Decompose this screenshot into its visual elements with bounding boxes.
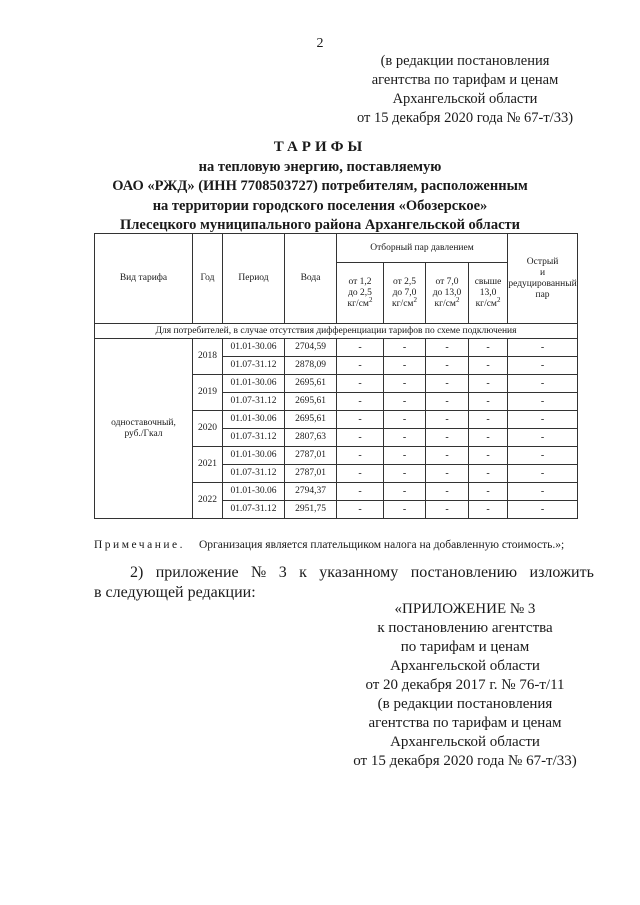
steam-unit bbox=[337, 295, 383, 310]
period-cell: 01.01-30.06 bbox=[223, 483, 285, 501]
title-line: ОАО «РЖД» (ИНН 7708503727) потребителям, расположенным bbox=[112, 178, 528, 194]
header-water: Вода bbox=[285, 234, 337, 324]
unit-sup: 2 bbox=[496, 295, 501, 304]
empty-value-cell: - bbox=[508, 429, 578, 447]
footnote bbox=[94, 539, 564, 551]
paragraph-word: 3 bbox=[278, 564, 287, 581]
period-cell: 01.01-30.06 bbox=[223, 447, 285, 465]
appendix-line: от 20 декабря 2017 г. № 76-т/11 bbox=[365, 677, 565, 693]
empty-value-cell: - bbox=[337, 483, 384, 501]
empty-value-cell: - bbox=[469, 465, 508, 483]
header-steam-group: Отборный пар давлением bbox=[337, 234, 508, 263]
header-steam-col bbox=[337, 263, 384, 324]
unit-text: кг/см bbox=[392, 298, 414, 309]
empty-value-cell: - bbox=[337, 411, 384, 429]
redaction-line: Архангельской области bbox=[392, 91, 538, 107]
period-cell: 01.07-31.12 bbox=[223, 501, 285, 519]
paragraph-word: постановлению bbox=[410, 564, 518, 581]
period-cell: 01.01-30.06 bbox=[223, 375, 285, 393]
header-sharp-line: редуцированный bbox=[508, 278, 577, 289]
appendix-line: по тарифам и ценам bbox=[400, 639, 530, 655]
empty-value-cell: - bbox=[384, 375, 426, 393]
tariff-label-line: руб./Гкал bbox=[124, 428, 163, 439]
consumer-note: Для потребителей, в случае отсутствия дифференциации тарифов по схеме подключения bbox=[95, 324, 578, 339]
empty-value-cell: - bbox=[426, 429, 469, 447]
unit-text: кг/см bbox=[347, 298, 369, 309]
empty-value-cell: - bbox=[384, 357, 426, 375]
empty-value-cell: - bbox=[384, 483, 426, 501]
empty-value-cell: - bbox=[469, 357, 508, 375]
appendix-line: Архангельской области bbox=[390, 658, 540, 674]
empty-value-cell: - bbox=[384, 411, 426, 429]
header-period: Период bbox=[223, 234, 285, 324]
empty-value-cell: - bbox=[508, 501, 578, 519]
empty-value-cell: - bbox=[469, 501, 508, 519]
period-cell: 01.07-31.12 bbox=[223, 429, 285, 447]
page-number: 2 bbox=[316, 36, 324, 51]
water-value-cell: 2794,37 bbox=[285, 483, 337, 501]
period-cell: 01.07-31.12 bbox=[223, 465, 285, 483]
steam-unit bbox=[469, 295, 507, 310]
water-value-cell: 2951,75 bbox=[285, 501, 337, 519]
empty-value-cell: - bbox=[469, 429, 508, 447]
empty-value-cell: - bbox=[426, 339, 469, 357]
unit-sup: 2 bbox=[455, 295, 460, 304]
water-value-cell: 2695,61 bbox=[285, 393, 337, 411]
steam-unit bbox=[426, 295, 468, 310]
title-line: на тепловую энергию, поставляемую bbox=[198, 158, 442, 175]
header-sharp-line: и bbox=[539, 267, 546, 278]
header-sharp-line: Острый bbox=[526, 256, 559, 267]
paragraph-word: изложить bbox=[529, 564, 594, 581]
table-row bbox=[95, 339, 578, 357]
header-steam-col bbox=[426, 263, 469, 324]
paragraph-word: указанному bbox=[319, 564, 399, 581]
paragraph-line-2: в следующей редакции: bbox=[94, 584, 256, 601]
empty-value-cell: - bbox=[508, 375, 578, 393]
empty-value-cell: - bbox=[426, 411, 469, 429]
footnote-text: Организация является плательщиком налога на добавленную стоимость.»; bbox=[198, 539, 565, 551]
period-cell: 01.01-30.06 bbox=[223, 339, 285, 357]
redaction-line: от 15 декабря 2020 года № 67-т/33) bbox=[356, 110, 574, 126]
empty-value-cell: - bbox=[384, 429, 426, 447]
empty-value-cell: - bbox=[469, 339, 508, 357]
steam-line: до 2,5 bbox=[348, 287, 372, 298]
empty-value-cell: - bbox=[469, 393, 508, 411]
paragraph-word: 2) bbox=[130, 564, 144, 581]
redaction-note-top bbox=[300, 52, 630, 128]
empty-value-cell: - bbox=[426, 357, 469, 375]
appendix-line: «ПРИЛОЖЕНИЕ № 3 bbox=[394, 601, 536, 617]
steam-unit bbox=[384, 295, 425, 310]
steam-line: до 13,0 bbox=[432, 287, 462, 298]
empty-value-cell: - bbox=[469, 483, 508, 501]
steam-line: до 7,0 bbox=[392, 287, 417, 298]
tariff-table bbox=[94, 233, 578, 519]
paragraph-word: № bbox=[251, 564, 267, 581]
period-cell: 01.07-31.12 bbox=[223, 357, 285, 375]
unit-sup: 2 bbox=[413, 295, 417, 304]
empty-value-cell: - bbox=[426, 393, 469, 411]
year-cell: 2018 bbox=[193, 339, 223, 375]
empty-value-cell: - bbox=[508, 483, 578, 501]
water-value-cell: 2807,63 bbox=[285, 429, 337, 447]
steam-line: от 7,0 bbox=[435, 276, 459, 287]
empty-value-cell: - bbox=[337, 465, 384, 483]
year-cell: 2022 bbox=[193, 483, 223, 519]
header-sharp-steam bbox=[508, 234, 578, 324]
empty-value-cell: - bbox=[508, 411, 578, 429]
steam-line: от 2,5 bbox=[392, 276, 417, 287]
footnote-label: Примечание. bbox=[94, 539, 185, 551]
steam-line: свыше bbox=[474, 276, 502, 287]
paragraph-line-1 bbox=[94, 563, 594, 583]
appendix-line: Архангельской области bbox=[390, 734, 540, 750]
year-cell: 2020 bbox=[193, 411, 223, 447]
period-cell: 01.07-31.12 bbox=[223, 393, 285, 411]
water-value-cell: 2878,09 bbox=[285, 357, 337, 375]
water-value-cell: 2695,61 bbox=[285, 411, 337, 429]
unit-text: кг/см bbox=[475, 298, 497, 309]
water-value-cell: 2787,01 bbox=[285, 465, 337, 483]
appendix-header bbox=[320, 600, 610, 771]
redaction-line: агентства по тарифам и ценам bbox=[371, 72, 559, 88]
steam-line: от 1,2 bbox=[348, 276, 372, 287]
body-paragraph bbox=[94, 563, 594, 603]
empty-value-cell: - bbox=[508, 447, 578, 465]
appendix-line: (в редакции постановления bbox=[377, 696, 553, 712]
empty-value-cell: - bbox=[337, 339, 384, 357]
redaction-line: (в редакции постановления bbox=[380, 53, 550, 69]
header-tariff-type: Вид тарифа bbox=[95, 234, 193, 324]
title-line: на территории городского поселения «Обозерское» bbox=[152, 197, 488, 214]
empty-value-cell: - bbox=[508, 393, 578, 411]
empty-value-cell: - bbox=[426, 465, 469, 483]
tariff-label-line: одноставочный, bbox=[111, 417, 176, 428]
empty-value-cell: - bbox=[469, 375, 508, 393]
empty-value-cell: - bbox=[337, 501, 384, 519]
empty-value-cell: - bbox=[337, 447, 384, 465]
steam-line: 13,0 bbox=[479, 287, 497, 298]
empty-value-cell: - bbox=[337, 429, 384, 447]
header-year: Год bbox=[193, 234, 223, 324]
year-cell: 2021 bbox=[193, 447, 223, 483]
empty-value-cell: - bbox=[508, 339, 578, 357]
empty-value-cell: - bbox=[426, 483, 469, 501]
empty-value-cell: - bbox=[426, 447, 469, 465]
paragraph-word: к bbox=[299, 564, 307, 581]
empty-value-cell: - bbox=[469, 447, 508, 465]
tariff-type-cell bbox=[95, 339, 193, 519]
empty-value-cell: - bbox=[384, 501, 426, 519]
unit-sup: 2 bbox=[368, 295, 373, 304]
empty-value-cell: - bbox=[426, 375, 469, 393]
year-cell: 2019 bbox=[193, 375, 223, 411]
empty-value-cell: - bbox=[426, 501, 469, 519]
water-value-cell: 2695,61 bbox=[285, 375, 337, 393]
period-cell: 01.01-30.06 bbox=[223, 411, 285, 429]
empty-value-cell: - bbox=[337, 375, 384, 393]
unit-text: кг/см bbox=[434, 298, 456, 309]
appendix-line: к постановлению агентства bbox=[377, 620, 553, 636]
appendix-line: агентства по тарифам и ценам bbox=[368, 715, 562, 731]
title-main: ТАРИФЫ bbox=[273, 139, 367, 155]
appendix-line: от 15 декабря 2020 года № 67-т/33) bbox=[353, 753, 577, 769]
empty-value-cell: - bbox=[508, 465, 578, 483]
document-title bbox=[40, 138, 600, 236]
empty-value-cell: - bbox=[337, 357, 384, 375]
empty-value-cell: - bbox=[384, 465, 426, 483]
header-steam-col bbox=[469, 263, 508, 324]
empty-value-cell: - bbox=[337, 393, 384, 411]
water-value-cell: 2787,01 bbox=[285, 447, 337, 465]
paragraph-word: приложение bbox=[155, 564, 239, 581]
empty-value-cell: - bbox=[508, 357, 578, 375]
empty-value-cell: - bbox=[384, 339, 426, 357]
empty-value-cell: - bbox=[469, 411, 508, 429]
header-sharp-line: пар bbox=[535, 289, 550, 300]
water-value-cell: 2704,59 bbox=[285, 339, 337, 357]
empty-value-cell: - bbox=[384, 447, 426, 465]
title-line: Плесецкого муниципального района Архангельской области bbox=[120, 217, 520, 233]
header-steam-col bbox=[384, 263, 426, 324]
empty-value-cell: - bbox=[384, 393, 426, 411]
